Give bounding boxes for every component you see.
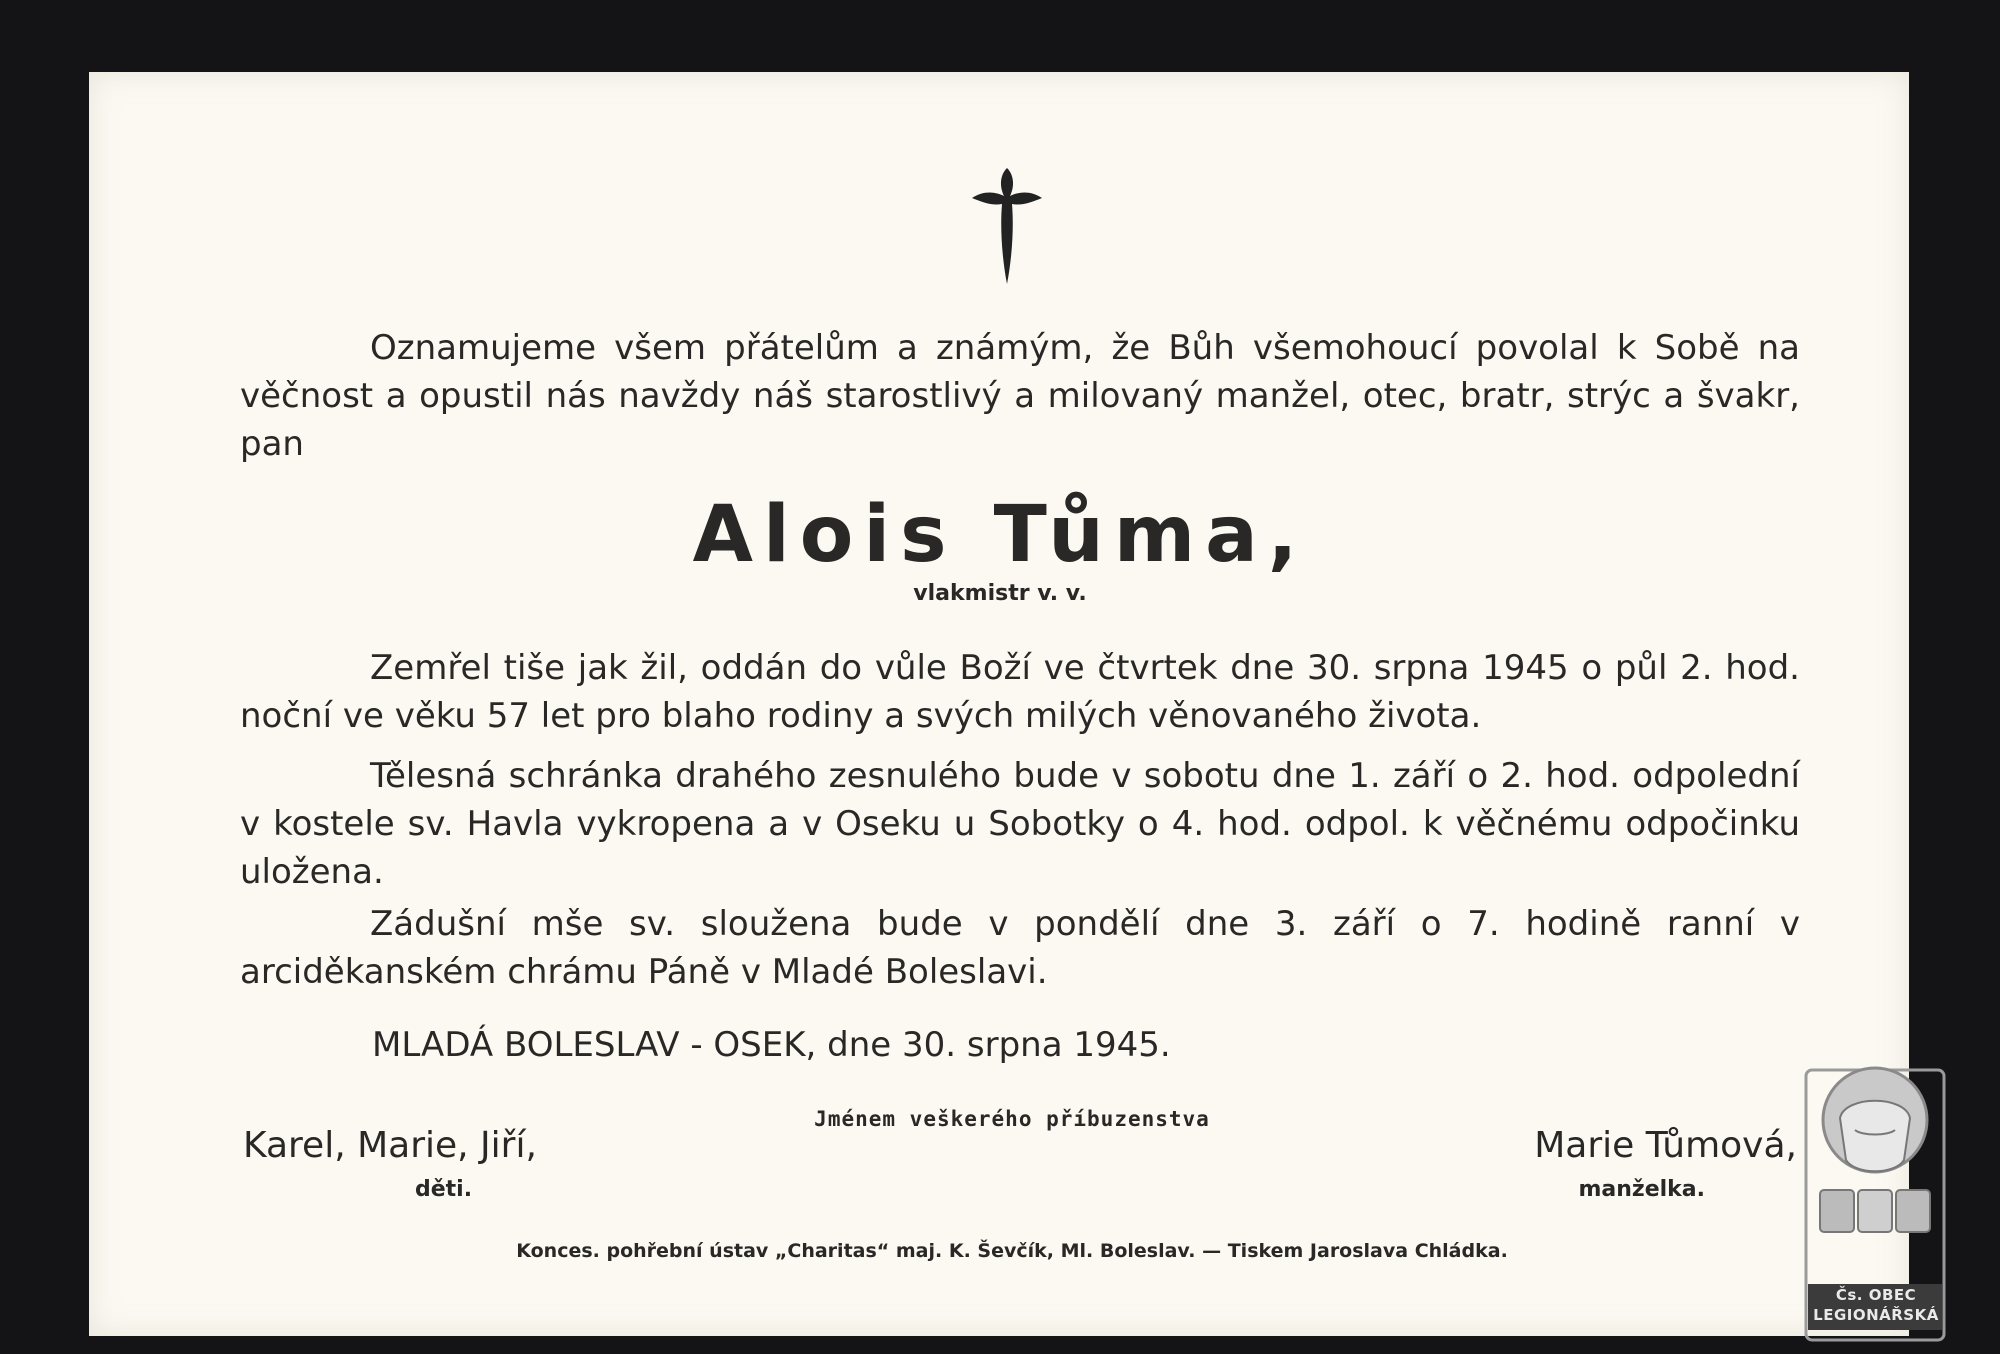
intro-paragraph: Oznamujeme všem přátelům a známým, že Bůh všemohoucí povolal k Sobě na věčnost a opustil nás navždy náš starostlivý a milovaný manžel, otec, bratr, strýc a švakr, pan <box>240 328 1800 464</box>
printer-footer: Konces. pohřební ústav „Charitas“ maj. K. Ševčík, Ml. Boleslav. — Tiskem Jaroslava Chládka. <box>516 1240 1508 1262</box>
death-paragraph: Zemřel tiše jak žil, oddán do vůle Boží ve čtvrtek dne 30. srpna 1945 o půl 2. hod. noční ve věku 57 let pro blaho rodiny a svých milých věnovaného života. <box>240 648 1800 736</box>
deceased-name: Alois Tůma, <box>692 490 1308 580</box>
on-behalf-line: Jménem veškerého příbuzenstva <box>814 1107 1210 1131</box>
cross-icon <box>972 168 1042 284</box>
requiem-mass-paragraph: Zádušní mše sv. sloužena bude v pondělí dne 3. září o 7. hodině ranní v arciděkanském chrámu Páně v Mladé Boleslavi. <box>240 904 1800 992</box>
children-names: Karel, Marie, Jiří, <box>243 1125 537 1166</box>
watermark-label-bottom: LEGIONÁŘSKÁ <box>1813 1306 1939 1324</box>
widow-role: manželka. <box>1578 1177 1705 1202</box>
deceased-title: vlakmistr v. v. <box>913 581 1087 606</box>
watermark-label-top: Čs. OBEC <box>1835 1286 1917 1304</box>
funeral-paragraph: Tělesná schránka drahého zesnulého bude v sobotu dne 1. září o 2. hod. odpolední v kostele sv. Havla vykropena a v Oseku u Sobotky o 4. hod. odpol. k věčnému odpočinku uložena. <box>240 756 1800 892</box>
widow-name: Marie Tůmová, <box>1534 1125 1797 1166</box>
children-role: děti. <box>415 1177 473 1202</box>
place-date: MLADÁ BOLESLAV - OSEK, dne 30. srpna 1945. <box>372 1025 1171 1065</box>
